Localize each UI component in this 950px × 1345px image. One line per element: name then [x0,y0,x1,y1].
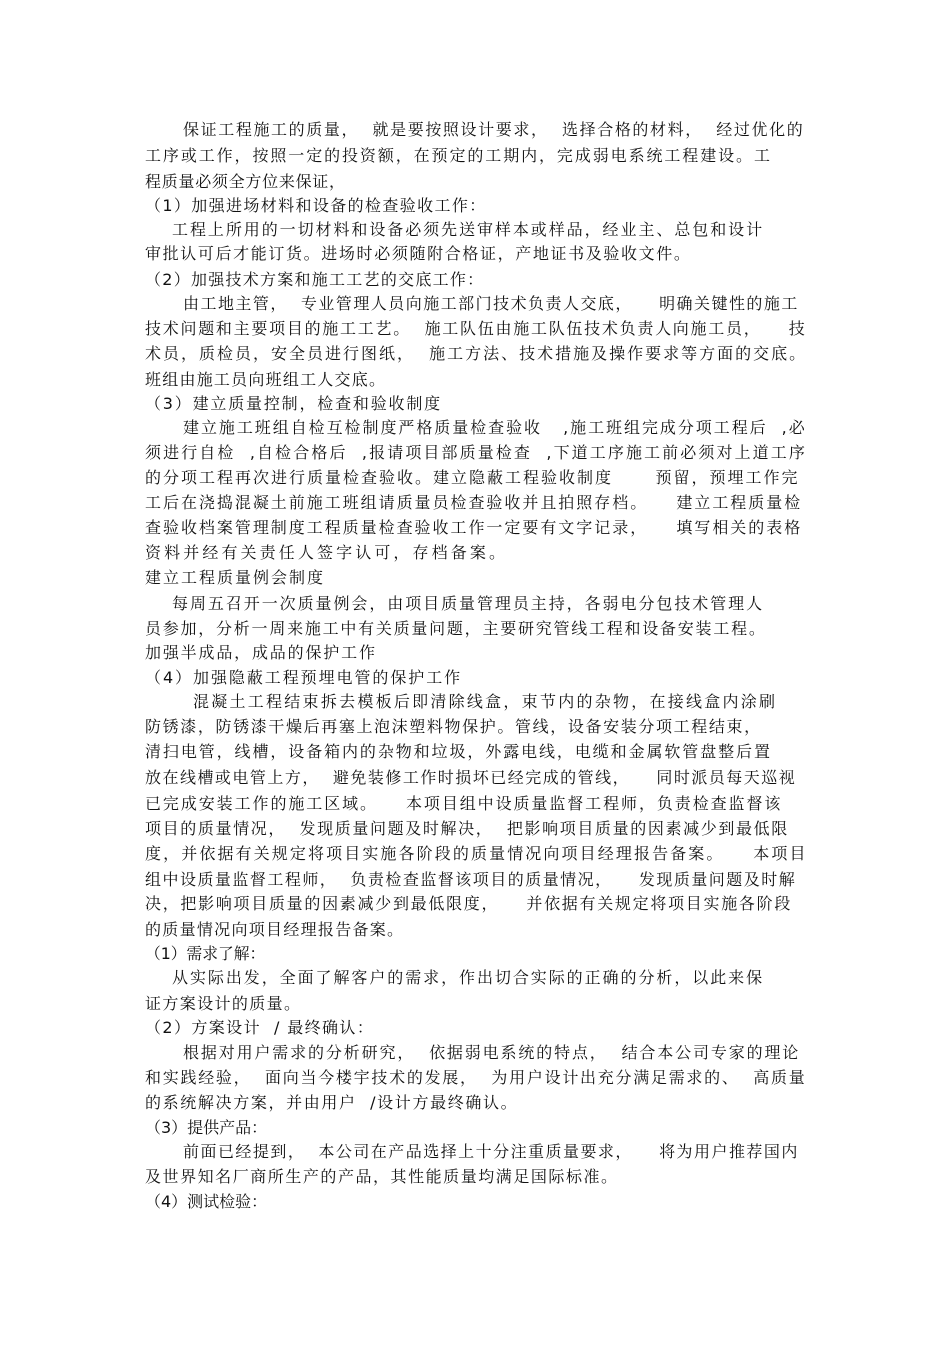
text-line: 从实际出发，全面了解客户的需求，作出切合实际的正确的分析，以此来保 [172,968,765,987]
text-line: 技术问题和主要项目的施工工艺。 施工队伍由施工队伍技术负责人向施工员， 技 [145,319,807,338]
section-heading: （2）方案设计 / 最终确认： [145,1018,375,1037]
text-line: 须进行自检 ,自检合格后 ,报请项目部质量检查 ,下道工序施工前必须对上道工序 [145,443,807,462]
text-line: 的分项工程再次进行质量检查验收。建立隐蔽工程验收制度 预留，预埋工作完 [145,468,800,487]
section-heading: （4）加强隐蔽工程预埋电管的保护工作 [145,668,463,687]
text-line: 保证工程施工的质量， 就是要按照设计要求， 选择合格的材料， 经过优化的 [183,120,805,139]
text-line: 查验收档案管理制度工程质量检查验收工作一定要有文字记录， 填写相关的表格 [145,518,803,537]
text-line: 资料并经有关责任人签字认可，存档备案。 [145,543,509,562]
text-line: 防锈漆，防锈漆干燥后再塞上泡沫塑料物保护。管线，设备安装分项工程结束， [145,717,762,736]
text-line: 审批认可后才能订货。进场时必须随附合格证，产地证书及验收文件。 [145,244,692,263]
section-heading: 建立工程质量例会制度 [145,568,326,587]
text-line: 的质量情况向项目经理报告备案。 [145,920,405,939]
text-line: 及世界知名厂商所生产的产品，其性能质量均满足国际标准。 [145,1167,619,1186]
text-line: 员参加，分析一周来施工中有关质量问题，主要研究管线工程和设备安装工程。 [145,619,767,638]
text-line: 已完成安装工作的施工区域。 本项目组中设质量监督工程师，负责检查监督该 [145,794,783,813]
text-line: 工后在浇捣混凝土前施工班组请质量员检查验收并且拍照存档。 建立工程质量检 [145,493,803,512]
text-line: 建立施工班组自检互检制度严格质量检查验收 ,施工班组完成分项工程后 ,必 [183,418,807,437]
text-line: 决，把影响项目质量的因素减少到最低限度， 并依据有关规定将项目实施各阶段 [145,894,793,913]
text-line: 的系统解决方案，并由用户 /设计方最终确认。 [145,1093,519,1112]
section-heading: （1）加强进场材料和设备的检查验收工作： [145,196,487,215]
text-line: 工程上所用的一切材料和设备必须先送审样本或样品，经业主、总包和设计 [172,220,765,239]
text-line: 班组由施工员向班组工人交底。 [145,370,387,389]
text-line: 工序或工作，按照一定的投资额，在预定的工期内，完成弱电系统工程建设。工 [145,146,772,165]
text-line: 混凝土工程结束拆去模板后即清除线盒，束节内的杂物，在接线盒内涂刷 [193,692,778,711]
text-line: 放在线槽或电管上方， 避免装修工作时损坏已经完成的管线， 同时派员每天巡视 [145,768,797,787]
section-heading: 加强半成品，成品的保护工作 [145,643,377,662]
text-line: 组中设质量监督工程师， 负责检查监督该项目的质量情况， 发现质量问题及时解 [145,870,797,889]
text-line: 清扫电管，线槽，设备箱内的杂物和垃圾，外露电线，电缆和金属软管盘整后置 [145,742,772,761]
text-line: 根据对用户需求的分析研究， 依据弱电系统的特点， 结合本公司专家的理论 [183,1043,801,1062]
section-heading: （3）提供产品： [145,1118,268,1137]
text-line: 前面已经提到， 本公司在产品选择上十分注重质量要求， 将为用户推荐国内 [183,1142,799,1161]
text-line: 程质量必须全方位来保证， [145,172,346,191]
text-line: 度，并依据有关规定将项目实施各阶段的质量情况向项目经理报告备案。 本项目 [145,844,808,863]
text-line: 和实践经验， 面向当今楼宇技术的发展， 为用户设计出充分满足需求的、 高质量 [145,1068,807,1087]
text-line: 证方案设计的质量。 [145,994,302,1013]
text-line: 术员，质检员，安全员进行图纸， 施工方法、技术措施及操作要求等方面的交底。 [145,344,808,363]
text-line: 项目的质量情况， 发现质量问题及时解决， 把影响项目质量的因素减少到最低限 [145,819,789,838]
text-line: 每周五召开一次质量例会，由项目质量管理员主持，各弱电分包技术管理人 [172,594,765,613]
section-heading: （1）需求了解： [145,944,266,963]
section-heading: （4）测试检验： [145,1192,268,1211]
text-line: 由工地主管， 专业管理人员向施工部门技术负责人交底， 明确关键性的施工 [183,294,799,313]
section-heading: （3）建立质量控制，检查和验收制度 [145,394,442,413]
section-heading: （2）加强技术方案和施工工艺的交底工作： [145,270,485,289]
